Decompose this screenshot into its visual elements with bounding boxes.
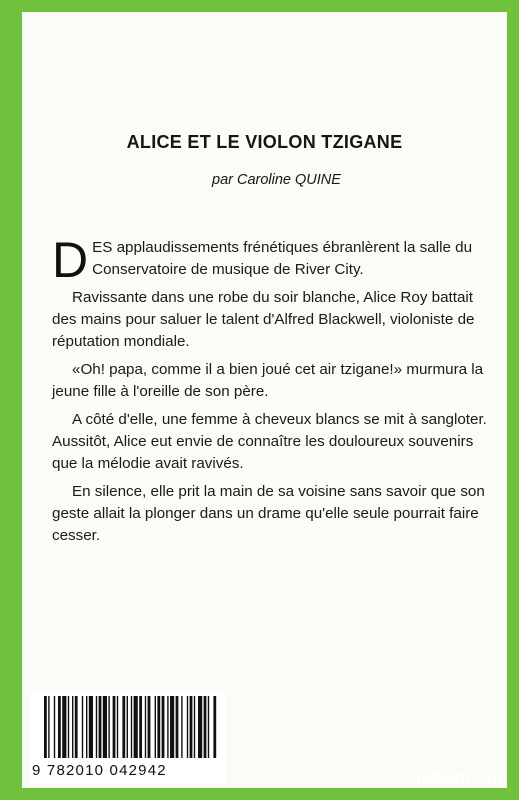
barcode-bar (89, 696, 93, 758)
barcode-bar (176, 696, 179, 758)
barcode-bar (148, 696, 151, 758)
blurb-paragraph-1-text: ES applaudissements frénétiques ébranlèrent la salle du Conservatoire de musique de River City. (92, 239, 473, 278)
barcode-bar (134, 696, 138, 758)
book-title: ALICE ET LE VIOLON TZIGANE (126, 132, 403, 152)
barcode-bar (139, 696, 142, 758)
barcode-bar (113, 696, 116, 758)
barcode-bar (122, 696, 125, 758)
blurb-paragraph-5: En silence, elle prit la main de sa voisine sans savoir que son geste allait la plonger dans un drame qu'elle seule pourrait faire cesser. (52, 483, 485, 544)
barcode-bar (72, 696, 73, 758)
blurb-text (52, 232, 494, 553)
barcode-bar (44, 696, 47, 758)
barcode-bar (54, 696, 55, 758)
barcode-bar (82, 696, 83, 758)
barcode-bar (181, 696, 182, 758)
barcode-bars (34, 696, 222, 760)
blurb-paragraph-4: A côté d'elle, une femme à cheveux blancs se mit à sangloter. Aussitôt, Alice eut envie de connaître les douloureux souvenirs que la mélodie avait ravivés. (52, 411, 487, 472)
barcode-bar (86, 696, 87, 758)
barcode-bar (155, 696, 156, 758)
barcode-bar (75, 696, 78, 758)
barcode-bar (117, 696, 118, 758)
barcode-bar (208, 696, 209, 758)
barcode-bar (167, 696, 168, 758)
barcode-bar (187, 696, 188, 758)
barcode-bar (62, 696, 66, 758)
barcode-bar (48, 696, 49, 758)
isbn-digits: 9 782010 042942 (32, 762, 167, 779)
barcode-bar (204, 696, 207, 758)
barcode-bar (145, 696, 146, 758)
blurb-paragraph-2: Ravissante dans une robe du soir blanche, Alice Roy battait des mains pour saluer le talent d'Alfred Blackwell, violoniste de réputation mondiale. (52, 289, 475, 350)
barcode-bar (194, 696, 195, 758)
barcode-bar (162, 696, 165, 758)
blurb-paragraph-3: «Oh! papa, comme il a bien joué cet air tzigane!» murmura la jeune fille à l'oreille de son père. (52, 361, 484, 400)
drop-cap: D (52, 232, 89, 288)
barcode-bar (103, 696, 107, 758)
cover-panel (22, 12, 507, 788)
barcode-bar (131, 696, 132, 758)
barcode-bar (213, 696, 216, 758)
barcode-bar (96, 696, 97, 758)
barcode-bar (190, 696, 193, 758)
barcode-bar (58, 696, 61, 758)
blurb-paragraph-1 (52, 232, 494, 288)
barcode-bar (108, 696, 109, 758)
leboncoin-watermark: leboncoin (416, 767, 503, 787)
barcode-bar (68, 696, 69, 758)
barcode-bar (157, 696, 160, 758)
barcode-bar (170, 696, 174, 758)
barcode (30, 692, 226, 784)
barcode-bar (99, 696, 102, 758)
barcode-bar (198, 696, 202, 758)
barcode-bar (127, 696, 128, 758)
book-author: par Caroline QUINE (212, 172, 341, 188)
